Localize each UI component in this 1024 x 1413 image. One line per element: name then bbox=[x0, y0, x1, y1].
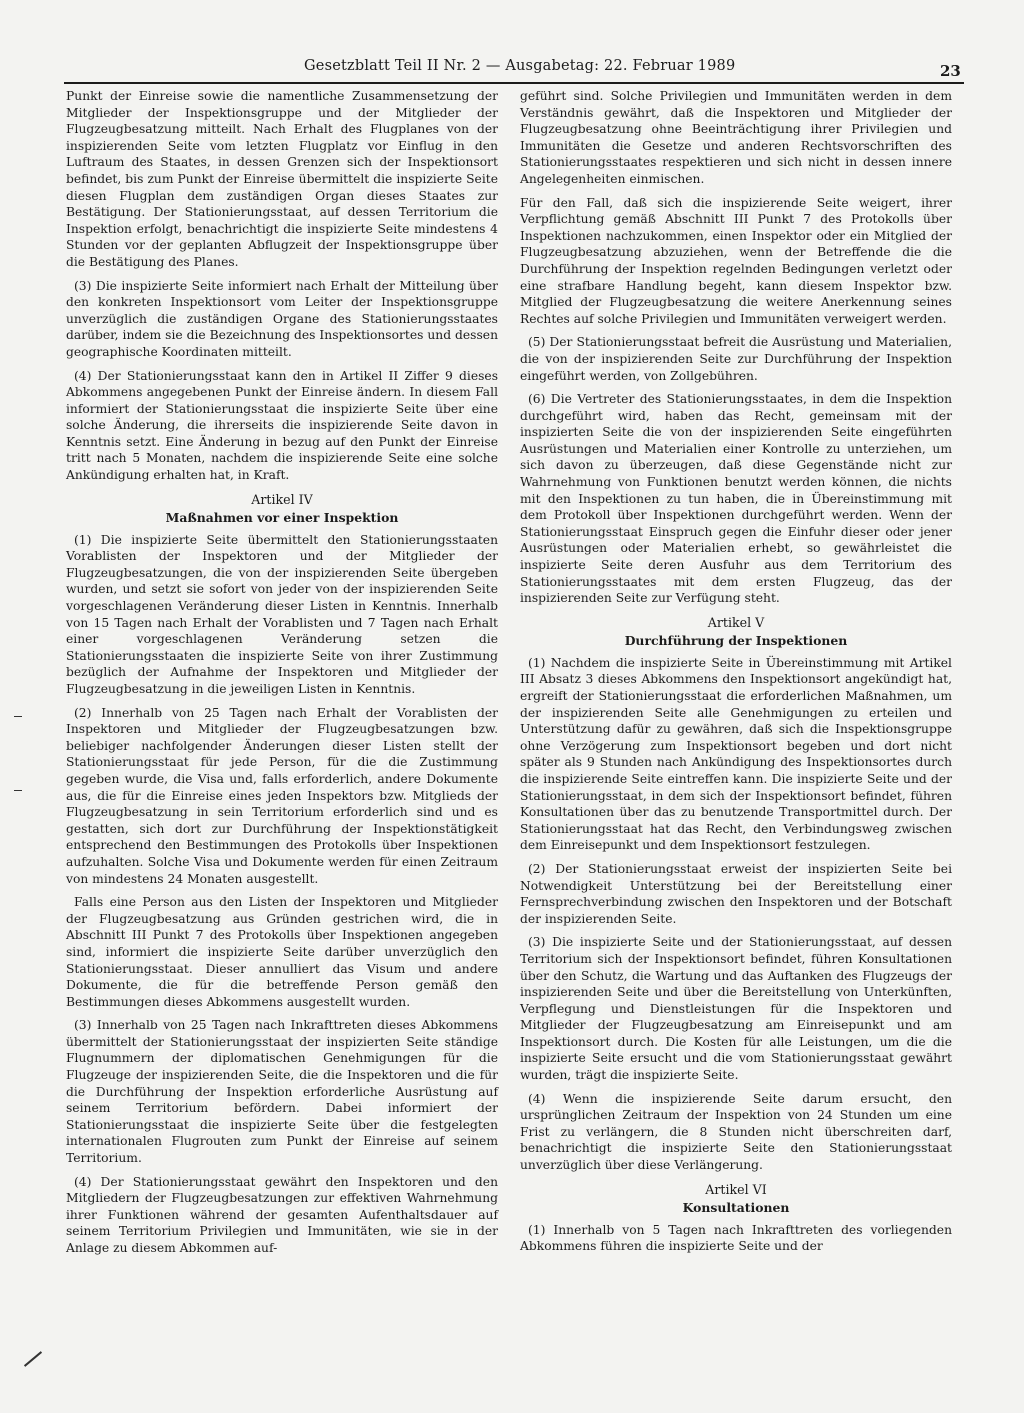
paragraph: (3) Die inspizierte Seite und der Stationierungsstaat, auf dessen Territorium sich der Inspektionsort befindet, führen Konsultationen über den Schutz, die Wartung und das Auftanken des Flugzeugs der inspizierenden Seite und über die Bereitstellung von Unterkünften, Verpflegung und Dienstleistungen für die Inspektoren und Mitglieder der Flugzeugbesatzung am Einreisepunkt und am Inspektionsort durch. Die Kosten für alle Leistungen, um die die inspizierte Seite ersucht und die vom Stationierungsstaat gewährt wurden, trägt die inspizierte Seite. bbox=[520, 935, 952, 1083]
paragraph: (4) Der Stationierungsstaat gewährt den Inspektoren und den Mitgliedern der Flugzeugbesatzungen zur effektiven Wahrnehmung ihrer Funktionen während der gesamten Aufenthaltsdauer auf seinem Territorium Privilegien und Immunitäten, wie sie in der Anlage zu diesem Abkommen auf- bbox=[66, 1174, 498, 1255]
paragraph: (6) Die Vertreter des Stationierungsstaates, in dem die Inspektion durchgeführt wird, haben das Recht, gemeinsam mit der inspizierten Seite die von der inspizierenden Seite eingeführten Ausrüstungen und Materialien einer Kontrolle zu unterziehen, um sich davon zu überzeugen, daß diese Gegenstände nicht zur Wahrnehmung von Funktionen benutzt werden können, die nichts mit den Inspektionen zu tun haben, die in Übereinstimmung mit dem Protokoll über Inspektionen durchgeführt werden. Wenn der Stationierungsstaat Einspruch gegen die Einfuhr dieser oder jener Ausrüstungen oder Materialien erhebt, so gewährleistet die inspizierte Seite deren Ausfuhr aus dem Territorium des Stationierungsstaates mit dem ersten Flugzeug, das der inspizierenden Seite zur Verfügung steht. bbox=[520, 392, 952, 606]
article-heading: Artikel V bbox=[707, 614, 765, 630]
paragraph: geführt sind. Solche Privilegien und Immunitäten werden in dem Verständnis gewährt, daß die Inspektoren und Mitglieder der Flugzeugbesatzung ohne Beeinträchtigung ihrer Privilegien und Immunitäten die Gesetze und anderen Rechtsvorschriften des Stationierungsstaates respektieren und sich nicht in dessen innere Angelegenheiten einmischen. bbox=[520, 89, 952, 186]
margin-mark bbox=[14, 790, 22, 791]
paragraph: (1) Innerhalb von 5 Tagen nach Inkrafttreten des vorliegenden Abkommens führen die inspizierte Seite und der bbox=[520, 1222, 952, 1254]
paragraph: (2) Innerhalb von 25 Tagen nach Erhalt der Vorablisten der Inspektoren und Mitglieder der Flugzeugbesatzungen bzw. beliebiger nachfolgender Änderungen dieser Listen stellt der Stationierungsstaat für jede Person, für die die Zustimmung gegeben wurde, die Visa und, falls erforderlich, andere Dokumente aus, die für die Einreise eines jeden Inspektors bzw. Mitglieds der Flugzeugbesatzung in sein Territorium erforderlich sind und es gestatten, sich dort zur Durchführung der Inspektionstätigkeit entsprechend den Bestimmungen des Protokolls über Inspektionen aufzuhalten. Solche Visa und Dokumente werden für einen Zeitraum von mindestens 24 Monaten ausgestellt. bbox=[66, 705, 498, 886]
paragraph: (3) Die inspizierte Seite informiert nach Erhalt der Mitteilung über den konkreten Inspektionsort vom Leiter der Inspektionsgruppe unverzüglich die zuständigen Organe des Stationierungsstaates darüber, indem sie die Bezeichnung des Inspektionsortes und dessen geographische Koordinaten mitteilt. bbox=[66, 278, 498, 359]
paragraph: Falls eine Person aus den Listen der Inspektoren und Mitglieder der Flugzeugbesatzung aus Gründen gestrichen wird, die in Abschnitt III Punkt 7 des Protokolls über Inspektionen angegeben sind, informiert die inspizierte Seite darüber unverzüglich den Stationierungsstaat. Dieser annulliert das Visum und andere Dokumente, die für die betreffende Person gemäß den Bestimmungen dieses Abkommens ausgestellt wurden. bbox=[66, 895, 498, 1009]
paragraph: (1) Nachdem die inspizierte Seite in Übereinstimmung mit Artikel III Absatz 3 dieses Abkommens den Inspektionsort angekündigt hat, ergreift der Stationierungsstaat die erforderlichen Maßnahmen, um der inspizierenden Seite alle Genehmigungen zu erteilen und Unterstützung dafür zu gewähren, daß sich die Inspektionsgruppe ohne Verzögerung zum Inspektionsort begeben und dort nicht später als 9 Stunden nach Ankündigung des Inspektionsortes durch die inspizierende Seite eintreffen kann. Die inspizierte Seite und der Stationierungsstaat, in dem sich der Inspektionsort befindet, führen Konsultationen über das zu benutzende Transportmittel durch. Der Stationierungsstaat hat das Recht, den Verbindungsweg zwischen dem Einreisepunkt und dem Inspektionsort festzulegen. bbox=[520, 655, 952, 853]
paragraph: Für den Fall, daß sich die inspizierende Seite weigert, ihrer Verpflichtung gemäß Abschnitt III Punkt 7 des Protokolls über Inspektionen nachzukommen, einen Inspektor oder ein Mitglied der Flugzeugbesatzung abzuziehen, wenn der Betreffende die die Durchführung der Inspektion regelnden Bedingungen verletzt oder eine strafbare Handlung begeht, kann diesem Inspektor bzw. Mitglied der Flugzeugbesatzung die weitere Anerkennung seines Rechtes auf solche Privilegien und Immunitäten verweigert werden. bbox=[520, 195, 952, 326]
paragraph: (1) Die inspizierte Seite übermittelt den Stationierungsstaaten Vorablisten der Inspektoren und der Mitglieder der Flugzeugbesatzungen, die von der inspizierenden Seite übergeben wurden, und setzt sie sofort von jeder von der inspizierenden Seite vorgeschlagenen Veränderung dieser Listen in Kenntnis. Innerhalb von 15 Tagen nach Erhalt der Vorablisten und 7 Tagen nach Erhalt einer vorgeschlagenen Veränderung setzen die Stationierungsstaaten die inspizierte Seite von ihrer Zustimmung bezüglich der Aufnahme der Inspektoren und Mitglieder der Flugzeugbesatzung in die jeweiligen Listen in Kenntnis. bbox=[66, 532, 498, 696]
paragraph: (4) Wenn die inspizierende Seite darum ersucht, den ursprünglichen Zeitraum der Inspektion von 24 Stunden um eine Frist zu verlängern, die 8 Stunden nicht überschreiten darf, benachrichtigt die inspizierte Seite den Stationierungsstaat unverzüglich über diese Verlängerung. bbox=[520, 1091, 952, 1173]
paragraph: (4) Der Stationierungsstaat kann den in Artikel II Ziffer 9 dieses Abkommens angegebenen Punkt der Einreise ändern. In diesem Fall informiert der Stationierungsstaat die inspizierte Seite über eine solche Änderung, die ihrerseits die inspizierende Seite davon in Kenntnis setzt. Eine Änderung in bezug auf den Punkt der Einreise tritt nach 5 Monaten, nachdem die inspizierende Seite eine solche Ankündigung erhalten hat, in Kraft. bbox=[66, 368, 498, 483]
article-title: Durchführung der Inspektionen bbox=[624, 632, 848, 648]
left-column bbox=[66, 88, 498, 1264]
article-heading: Artikel VI bbox=[705, 1181, 767, 1197]
page-number: 23 bbox=[940, 62, 961, 80]
header-rule bbox=[64, 82, 964, 84]
article-heading: Artikel IV bbox=[251, 491, 313, 507]
article-title: Maßnahmen vor einer Inspektion bbox=[165, 509, 399, 525]
page-header bbox=[64, 58, 964, 82]
paragraph: (3) Innerhalb von 25 Tagen nach Inkrafttreten dieses Abkommens übermittelt der Stationierungsstaat der inspizierten Seite ständige Flugnummern der diplomatischen Genehmigungen für die Flugzeuge der inspizierenden Seite, die die Inspektoren und die für die Durchführung der Inspektion erforderliche Ausrüstung auf seinem Territorium befördern. Dabei informiert der Stationierungsstaat die inspizierte Seite über die festgelegten internationalen Flugrouten zum Punkt der Einreise auf seinem Territorium. bbox=[66, 1018, 498, 1166]
paragraph: Punkt der Einreise sowie die namentliche Zusammensetzung der Mitglieder der Inspektionsgruppe und der Mitglieder der Flugzeugbesatzung mitteilt. Nach Erhalt des Flugplanes von der inspizierenden Seite vom letzten Flugplatz vor Einflug in den Luftraum des Staates, in dessen Grenzen sich der Inspektionsort befindet, bis zum Punkt der Einreise übermittelt die inspizierte Seite diesen Flugplan dem zuständigen Organ dieses Staates zur Bestätigung. Der Stationierungsstaat, auf dessen Territorium die Inspektion erfolgt, benachrichtigt die inspizierte Seite mindestens 4 Stunden vor der geplanten Abflugzeit der Inspektionsgruppe über die Bestätigung des Planes. bbox=[66, 89, 498, 269]
right-column bbox=[520, 88, 952, 1262]
paragraph: (5) Der Stationierungsstaat befreit die Ausrüstung und Materialien, die von der inspizierenden Seite zur Durchführung der Inspektion eingeführt werden, von Zollgebühren. bbox=[520, 335, 952, 383]
margin-mark bbox=[14, 716, 22, 717]
article-title: Konsultationen bbox=[682, 1199, 790, 1215]
paragraph: (2) Der Stationierungsstaat erweist der inspizierten Seite bei Notwendigkeit Unterstützung bei der Bereitstellung einer Fernsprechverbindung zwischen den Inspektoren und der Botschaft der inspizierenden Seite. bbox=[520, 861, 952, 926]
margin-stroke bbox=[24, 1351, 42, 1367]
running-title: Gesetzblatt Teil II Nr. 2 — Ausgabetag: 22. Februar 1989 bbox=[304, 58, 736, 74]
